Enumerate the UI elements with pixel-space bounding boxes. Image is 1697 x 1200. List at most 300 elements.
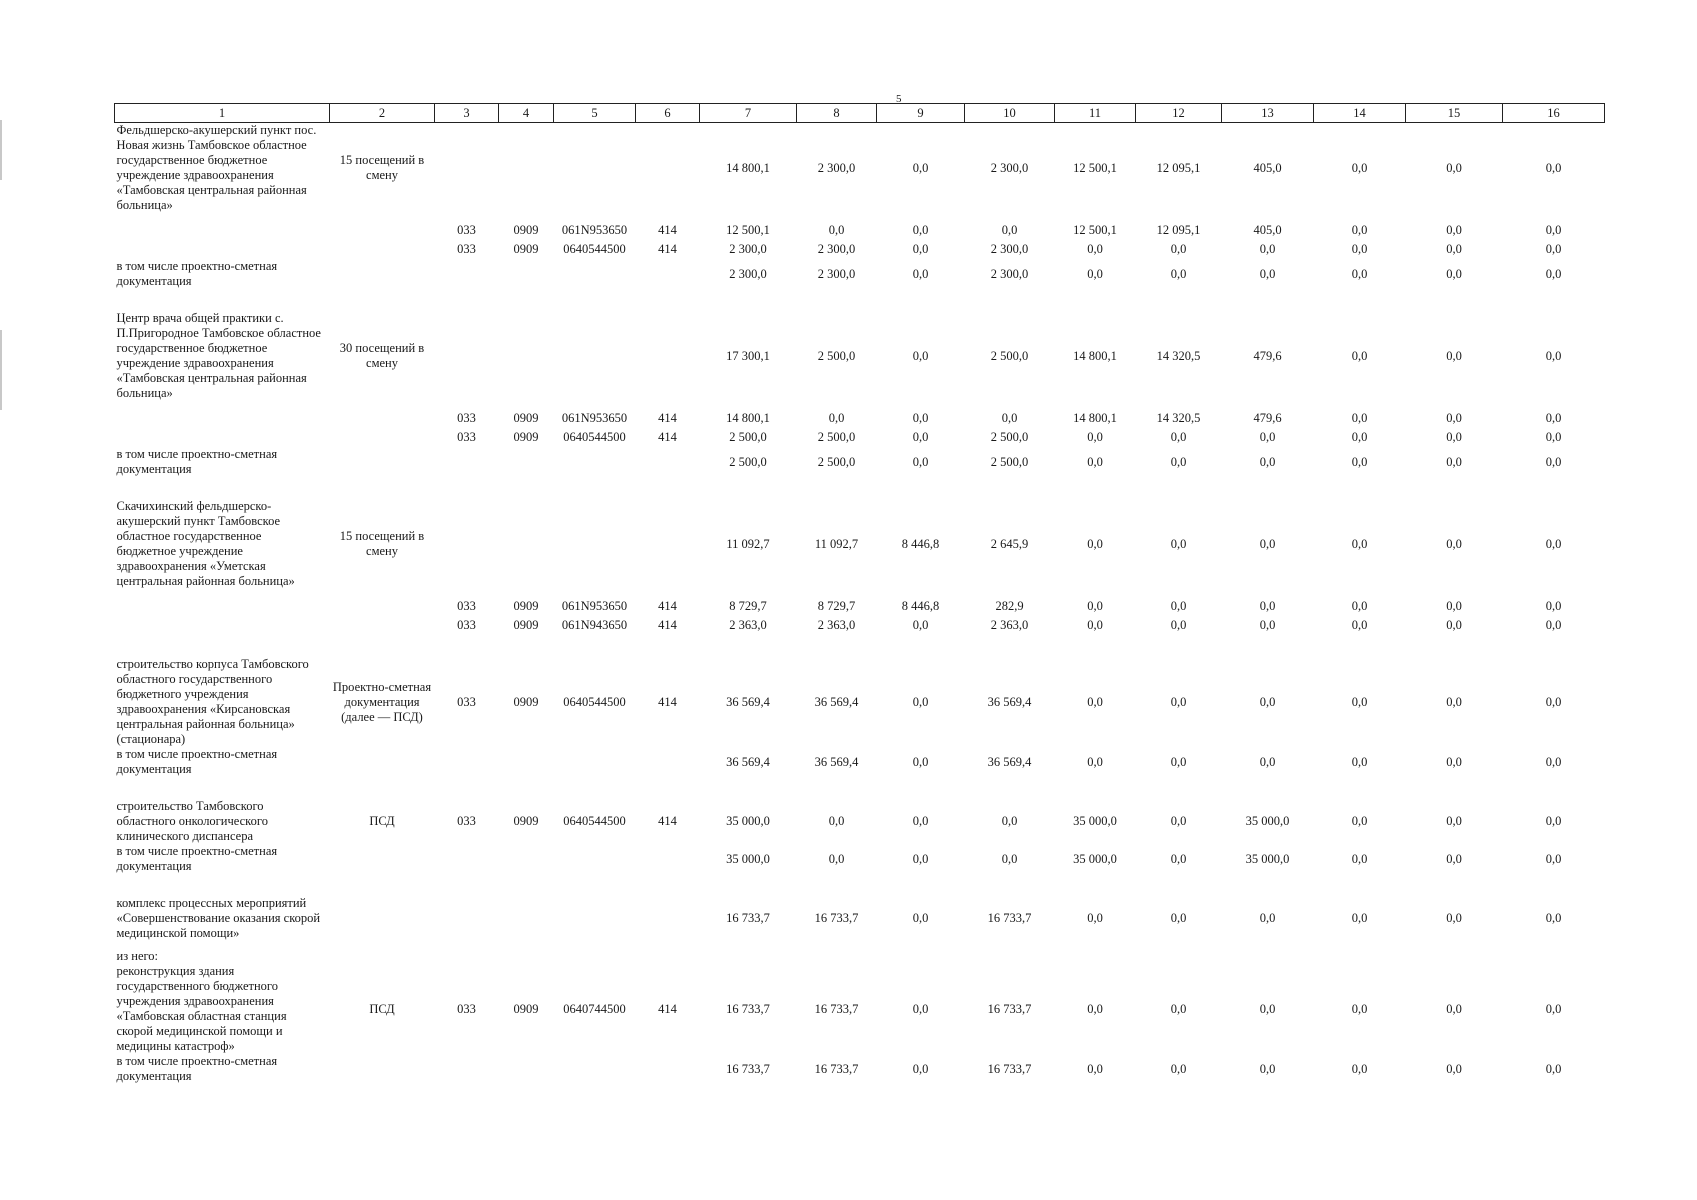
code-cell (435, 949, 499, 964)
value-cell: 2 363,0 (817, 618, 856, 632)
value-cell: 0,0 (1545, 266, 1562, 281)
code-cell: 033 (457, 242, 476, 256)
expense-type-cell (636, 123, 700, 214)
value-cell: 0,0 (1170, 851, 1187, 866)
value-cell: 0,0 (1446, 1061, 1462, 1076)
section-cell (499, 896, 554, 941)
value-cell: 0,0 (1545, 242, 1562, 256)
value-cell (1136, 949, 1222, 964)
value-cell: 0,0 (1446, 223, 1462, 237)
expense-type-cell: 414 (658, 814, 677, 828)
value-cell: 0,0 (1351, 851, 1368, 866)
row-name-cell (115, 597, 330, 616)
value-cell: 11 092,7 (814, 536, 859, 551)
target-article-cell (554, 499, 636, 589)
value-cell: 16 733,7 (726, 1001, 770, 1016)
table-row-label (115, 949, 1605, 964)
value-cell: 0,0 (1545, 694, 1562, 709)
code-cell (435, 123, 499, 214)
expense-type-cell (636, 896, 700, 941)
row-name-cell (115, 240, 330, 259)
page-number: 5 (896, 93, 902, 105)
value-cell: 0,0 (1170, 430, 1187, 444)
code-cell (435, 447, 499, 477)
header-cell: 5 (554, 104, 636, 123)
value-cell: 14 800,1 (1073, 348, 1117, 363)
value-cell (700, 949, 797, 964)
spacer-row (115, 635, 1605, 657)
header-cell: 16 (1503, 104, 1605, 123)
target-article-cell: 0640544500 (563, 242, 626, 256)
value-cell: 36 569,4 (987, 754, 1032, 769)
spacer-cell (115, 401, 1605, 409)
header-cell: 9 (877, 104, 965, 123)
code-cell (435, 1054, 499, 1084)
value-cell: 0,0 (1087, 266, 1103, 281)
value-cell: 14 800,1 (1073, 411, 1117, 425)
value-cell: 2 300,0 (990, 160, 1029, 175)
value-cell: 0,0 (1087, 1001, 1103, 1016)
capacity-cell (330, 616, 435, 635)
value-cell: 2 363,0 (990, 618, 1029, 632)
expense-type-cell (636, 1054, 700, 1084)
value-cell: 0,0 (1259, 454, 1276, 469)
section-cell (499, 311, 554, 401)
value-cell: 0,0 (1351, 160, 1368, 175)
spacer-row (115, 589, 1605, 597)
header-cell: 11 (1055, 104, 1136, 123)
value-cell: 0,0 (912, 348, 929, 363)
expense-type-cell: 414 (658, 694, 677, 709)
table-row-sub (115, 597, 1605, 616)
value-cell: 2 300,0 (990, 242, 1029, 256)
target-article-cell (554, 447, 636, 477)
expense-type-cell: 414 (658, 411, 677, 425)
value-cell: 0,0 (912, 911, 929, 925)
value-cell: 0,0 (912, 754, 929, 769)
value-cell: 0,0 (1351, 1001, 1368, 1016)
target-article-cell (554, 844, 636, 874)
value-cell: 36 569,4 (726, 694, 770, 709)
value-cell: 405,0 (1253, 160, 1282, 175)
target-article-cell: 0640544500 (563, 694, 626, 709)
value-cell: 0,0 (912, 851, 929, 866)
value-cell: 0,0 (912, 242, 929, 256)
value-cell: 2 300,0 (729, 242, 767, 256)
value-cell: 0,0 (1446, 851, 1462, 866)
expense-type-cell (636, 949, 700, 964)
value-cell: 35 000,0 (1245, 814, 1290, 828)
section-cell: 0909 (513, 430, 539, 444)
code-cell: 033 (457, 814, 476, 828)
value-cell: 0,0 (1351, 754, 1368, 769)
value-cell: 0,0 (1170, 599, 1187, 613)
value-cell: 0,0 (1259, 266, 1276, 281)
header-cell: 8 (797, 104, 877, 123)
expense-type-cell (636, 844, 700, 874)
value-cell: 0,0 (1170, 618, 1187, 632)
value-cell: 0,0 (1545, 536, 1562, 551)
value-cell: 0,0 (912, 814, 929, 828)
table-row-main (115, 799, 1605, 844)
table-row-main (115, 311, 1605, 401)
value-cell: 0,0 (1545, 599, 1562, 613)
spacer-cell (115, 941, 1605, 949)
value-cell: 0,0 (912, 1061, 929, 1076)
spacer-row (115, 941, 1605, 949)
value-cell: 8 446,8 (901, 536, 940, 551)
value-cell: 0,0 (1170, 266, 1187, 281)
value-cell: 282,9 (995, 599, 1024, 613)
table-row-main (115, 657, 1605, 747)
value-cell: 0,0 (1545, 160, 1562, 175)
value-cell: 0,0 (1351, 694, 1368, 709)
value-cell: 2 500,0 (817, 430, 856, 444)
target-article-cell: 061N953650 (561, 223, 628, 237)
value-cell: 0,0 (912, 266, 929, 281)
row-name-cell: в том числе проектно-сметная документация (116, 844, 278, 873)
scan-edge-mark (0, 330, 2, 410)
value-cell: 0,0 (1259, 536, 1276, 551)
value-cell: 0,0 (912, 411, 929, 425)
section-cell: 0909 (513, 694, 539, 709)
spacer-cell (115, 589, 1605, 597)
header-cell: 4 (499, 104, 554, 123)
capacity-cell (330, 428, 435, 447)
section-cell (499, 123, 554, 214)
value-cell: 0,0 (1087, 1061, 1103, 1076)
value-cell: 0,0 (1087, 454, 1103, 469)
code-cell (435, 896, 499, 941)
value-cell: 0,0 (1545, 348, 1562, 363)
value-cell: 0,0 (912, 430, 929, 444)
value-cell: 12 095,1 (1156, 160, 1201, 175)
expense-type-cell (636, 311, 700, 401)
row-name-cell (115, 221, 330, 240)
capacity-cell (330, 1054, 435, 1084)
value-cell: 0,0 (828, 851, 845, 866)
value-cell: 0,0 (1087, 754, 1103, 769)
value-cell: 0,0 (1087, 430, 1103, 444)
value-cell: 2 500,0 (990, 430, 1029, 444)
spacer-cell (115, 777, 1605, 799)
capacity-cell: 15 посещений в смену (339, 529, 425, 558)
header-cell: 3 (435, 104, 499, 123)
code-cell (435, 311, 499, 401)
target-article-cell: 0640744500 (563, 1001, 626, 1016)
value-cell (1406, 949, 1503, 964)
budget-table (114, 103, 1605, 1084)
value-cell: 0,0 (1259, 242, 1276, 256)
value-cell: 0,0 (1545, 851, 1562, 866)
value-cell: 0,0 (1446, 266, 1462, 281)
target-article-cell (554, 259, 636, 289)
table-row-main (115, 896, 1605, 941)
value-cell: 0,0 (1351, 430, 1368, 444)
value-cell: 0,0 (1351, 618, 1368, 632)
value-cell: 0,0 (1446, 160, 1462, 175)
value-cell: 16 733,7 (726, 911, 770, 925)
section-cell: 0909 (513, 599, 539, 613)
value-cell: 405,0 (1253, 223, 1282, 237)
value-cell: 35 000,0 (1073, 851, 1117, 866)
spacer-row (115, 477, 1605, 499)
spacer-cell (115, 213, 1605, 221)
code-cell: 033 (457, 223, 476, 237)
value-cell: 0,0 (1446, 1001, 1462, 1016)
expense-type-cell: 414 (658, 599, 677, 613)
value-cell: 0,0 (912, 160, 929, 175)
value-cell: 0,0 (1087, 599, 1103, 613)
value-cell: 0,0 (1170, 694, 1187, 709)
value-cell: 0,0 (1170, 754, 1187, 769)
expense-type-cell: 414 (658, 242, 677, 256)
target-article-cell (554, 896, 636, 941)
row-name-cell: Центр врача общей практики с. П.Пригородное Тамбовское областное государственное бюджетное учреждение здравоохранения «Тамбовская центральная районная больница» (116, 311, 321, 400)
value-cell: 0,0 (1259, 618, 1276, 632)
value-cell: 2 500,0 (817, 454, 856, 469)
table-row-main (115, 123, 1605, 214)
value-cell: 0,0 (1545, 223, 1562, 237)
header-row (115, 104, 1605, 123)
value-cell: 0,0 (1087, 242, 1103, 256)
table-row-sub (115, 616, 1605, 635)
value-cell: 0,0 (1259, 911, 1276, 925)
capacity-cell: 30 посещений в смену (339, 341, 425, 370)
expense-type-cell (636, 499, 700, 589)
value-cell: 2 300,0 (817, 266, 856, 281)
value-cell: 0,0 (912, 618, 929, 632)
spacer-row (115, 213, 1605, 221)
spacer-cell (115, 289, 1605, 311)
scan-edge-mark (0, 120, 2, 180)
value-cell: 2 500,0 (990, 348, 1029, 363)
spacer-cell (115, 477, 1605, 499)
table-row-incl (115, 259, 1605, 289)
capacity-cell (330, 844, 435, 874)
value-cell: 479,6 (1253, 348, 1282, 363)
value-cell: 14 320,5 (1156, 348, 1201, 363)
value-cell: 16 733,7 (987, 1061, 1032, 1076)
row-name-cell: строительство Тамбовского областного онкологического клинического диспансера (116, 799, 268, 843)
row-name-cell (115, 428, 330, 447)
row-name-cell: в том числе проектно-сметная документация (116, 259, 278, 288)
target-article-cell (554, 123, 636, 214)
value-cell: 0,0 (1446, 536, 1462, 551)
value-cell: 0,0 (1087, 694, 1103, 709)
target-article-cell: 061N953650 (561, 599, 628, 613)
value-cell: 0,0 (1087, 618, 1103, 632)
capacity-cell (330, 949, 435, 964)
spacer-row (115, 874, 1605, 896)
capacity-cell (330, 597, 435, 616)
row-name-cell: Скачихинский фельдшерско-акушерский пункт Тамбовское областное государственное бюджетное учреждение здравоохранения «Уметская центральная районная больница» (116, 499, 295, 588)
value-cell: 0,0 (1545, 618, 1562, 632)
value-cell: 0,0 (1351, 1061, 1368, 1076)
table-row-incl (115, 844, 1605, 874)
row-name-cell: в том числе проектно-сметная документация (116, 1054, 278, 1083)
value-cell: 36 569,4 (987, 694, 1032, 709)
value-cell: 36 569,4 (814, 694, 859, 709)
capacity-cell (330, 447, 435, 477)
value-cell: 0,0 (1351, 223, 1368, 237)
value-cell: 2 363,0 (729, 618, 767, 632)
value-cell: 0,0 (1351, 911, 1368, 925)
value-cell: 0,0 (1545, 411, 1562, 425)
value-cell: 0,0 (1001, 411, 1018, 425)
capacity-cell (330, 409, 435, 428)
header-cell: 10 (965, 104, 1055, 123)
value-cell: 0,0 (1087, 536, 1103, 551)
value-cell: 0,0 (1259, 599, 1276, 613)
table-row-sub (115, 240, 1605, 259)
header-cell: 1 (115, 104, 330, 123)
value-cell: 16 733,7 (814, 1001, 859, 1016)
target-article-cell: 0640544500 (563, 814, 626, 828)
value-cell: 16 733,7 (726, 1061, 770, 1076)
value-cell: 0,0 (1259, 1061, 1276, 1076)
target-article-cell: 061N943650 (561, 618, 628, 632)
target-article-cell (554, 949, 636, 964)
value-cell: 14 320,5 (1156, 411, 1201, 425)
row-name-cell (115, 409, 330, 428)
table-body (115, 123, 1605, 1085)
row-name-cell: в том числе проектно-сметная документация (116, 447, 278, 476)
value-cell: 0,0 (1545, 430, 1562, 444)
section-cell: 0909 (513, 223, 539, 237)
value-cell (877, 949, 965, 964)
code-cell: 033 (457, 599, 476, 613)
value-cell: 0,0 (1446, 618, 1462, 632)
value-cell: 0,0 (828, 223, 845, 237)
value-cell: 2 500,0 (990, 454, 1029, 469)
table-row-main (115, 499, 1605, 589)
value-cell (965, 949, 1055, 964)
value-cell: 0,0 (1446, 348, 1462, 363)
value-cell: 0,0 (1170, 242, 1187, 256)
expense-type-cell (636, 447, 700, 477)
value-cell: 0,0 (1259, 430, 1276, 444)
header-cell: 14 (1314, 104, 1406, 123)
header-cell: 7 (700, 104, 797, 123)
value-cell: 0,0 (1446, 911, 1462, 925)
code-cell (435, 499, 499, 589)
spacer-cell (115, 874, 1605, 896)
expense-type-cell: 414 (658, 223, 677, 237)
value-cell: 0,0 (912, 1001, 929, 1016)
value-cell: 0,0 (1545, 814, 1562, 828)
value-cell: 36 569,4 (814, 754, 859, 769)
table-row-incl (115, 1054, 1605, 1084)
value-cell: 35 000,0 (726, 851, 770, 866)
target-article-cell: 061N953650 (561, 411, 628, 425)
value-cell: 479,6 (1253, 411, 1282, 425)
section-cell (499, 844, 554, 874)
value-cell: 17 300,1 (726, 348, 770, 363)
value-cell (1055, 949, 1136, 964)
table-row-main (115, 964, 1605, 1054)
value-cell: 16 733,7 (814, 911, 859, 925)
expense-type-cell: 414 (658, 430, 677, 444)
value-cell: 0,0 (1446, 814, 1462, 828)
value-cell: 0,0 (1351, 348, 1368, 363)
value-cell: 0,0 (1545, 911, 1562, 925)
value-cell: 0,0 (1170, 536, 1187, 551)
value-cell (1503, 949, 1605, 964)
value-cell: 12 095,1 (1156, 223, 1201, 237)
value-cell: 0,0 (1001, 814, 1018, 828)
value-cell: 0,0 (1545, 454, 1562, 469)
table-row-sub (115, 428, 1605, 447)
code-cell (435, 259, 499, 289)
capacity-cell: Проектно-сметная документация (далее — ПСД) (332, 679, 432, 724)
value-cell: 0,0 (1446, 411, 1462, 425)
row-name-cell (115, 616, 330, 635)
value-cell (797, 949, 877, 964)
expense-type-cell: 414 (658, 1001, 677, 1016)
value-cell: 0,0 (1351, 536, 1368, 551)
target-article-cell (554, 747, 636, 777)
section-cell (499, 447, 554, 477)
value-cell: 0,0 (1170, 1001, 1187, 1016)
row-name-cell: в том числе проектно-сметная документация (116, 747, 278, 776)
value-cell: 16 733,7 (814, 1061, 859, 1076)
value-cell: 11 092,7 (726, 536, 770, 551)
code-cell: 033 (457, 1001, 476, 1016)
header-cell: 2 (330, 104, 435, 123)
value-cell: 0,0 (1545, 1001, 1562, 1016)
value-cell: 0,0 (1170, 1061, 1187, 1076)
value-cell: 36 569,4 (726, 754, 770, 769)
expense-type-cell (636, 747, 700, 777)
value-cell: 8 729,7 (729, 599, 767, 613)
value-cell: 2 645,9 (990, 536, 1029, 551)
capacity-cell: ПСД (369, 1001, 395, 1016)
table-row-sub (115, 221, 1605, 240)
header-cell: 15 (1406, 104, 1503, 123)
value-cell: 0,0 (1446, 454, 1462, 469)
section-cell (499, 259, 554, 289)
value-cell: 2 300,0 (817, 160, 856, 175)
value-cell: 0,0 (1446, 599, 1462, 613)
capacity-cell: ПСД (369, 814, 395, 828)
header-cell: 6 (636, 104, 700, 123)
row-name-cell: Фельдшерско-акушерский пункт пос. Новая жизнь Тамбовское областное государственное бюджетное учреждение здравоохранения «Тамбовская центральная районная больница» (116, 123, 317, 212)
section-cell: 0909 (513, 242, 539, 256)
code-cell: 033 (457, 411, 476, 425)
row-name-cell: комплекс процессных мероприятий «Совершенствование оказания скорой медицинской помощи» (116, 896, 321, 940)
value-cell: 0,0 (1351, 266, 1368, 281)
section-cell (499, 747, 554, 777)
header-cell: 12 (1136, 104, 1222, 123)
value-cell: 0,0 (1351, 454, 1368, 469)
value-cell: 0,0 (1259, 694, 1276, 709)
capacity-cell (330, 240, 435, 259)
value-cell: 12 500,1 (1073, 160, 1117, 175)
value-cell: 0,0 (1446, 754, 1462, 769)
value-cell: 0,0 (1351, 242, 1368, 256)
row-name-cell: реконструкция здания государственного бюджетного учреждения здравоохранения «Тамбовская областная станция скорой медицинской помощи и медицины катастроф» (116, 964, 287, 1053)
spacer-cell (115, 635, 1605, 657)
capacity-cell (330, 896, 435, 941)
code-cell: 033 (457, 694, 476, 709)
section-cell: 0909 (513, 411, 539, 425)
value-cell: 0,0 (912, 223, 929, 237)
value-cell: 0,0 (1001, 851, 1018, 866)
value-cell: 35 000,0 (1245, 851, 1290, 866)
value-cell: 0,0 (828, 411, 845, 425)
value-cell: 0,0 (912, 694, 929, 709)
